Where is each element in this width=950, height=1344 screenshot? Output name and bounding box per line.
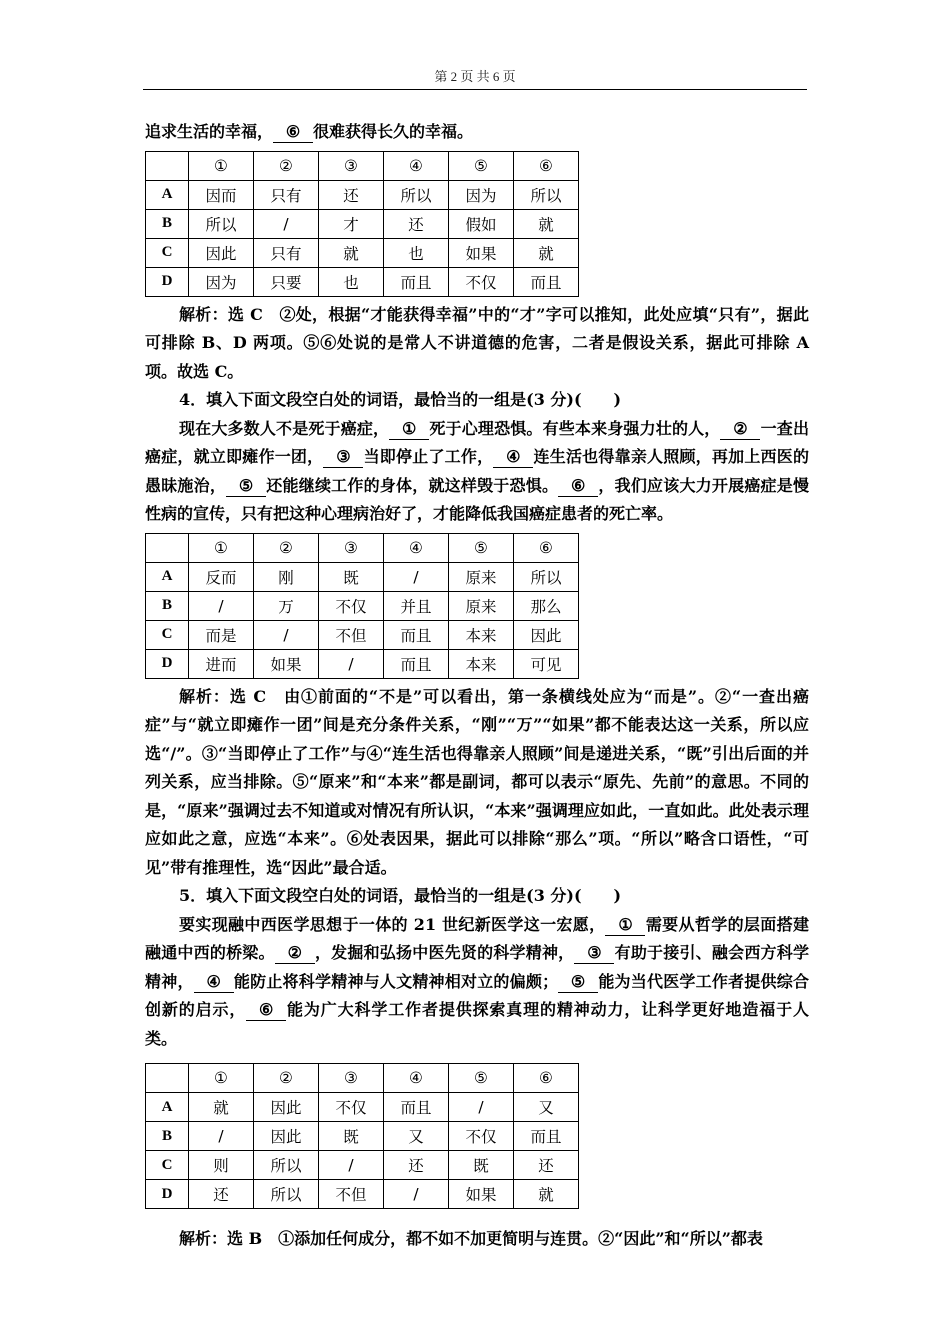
- option-letter-cell: C: [146, 620, 189, 649]
- intro-text-pre: 追求生活的幸福，: [145, 122, 274, 141]
- q5-blank-2: ②: [275, 943, 315, 964]
- option-letter-cell: A: [146, 562, 189, 591]
- table-cell: 如果: [449, 238, 514, 267]
- table-cell: 因此: [189, 238, 254, 267]
- option-letter-cell: B: [146, 209, 189, 238]
- option-letter-cell: B: [146, 591, 189, 620]
- table-header-cell: ②: [254, 533, 319, 562]
- q5-text: 要实现融中西医学思想于一体的 21 世纪新医学这一宏愿，: [179, 914, 606, 934]
- q4-blank-1: ①: [389, 419, 429, 440]
- table-cell: 本来: [449, 620, 514, 649]
- page-header: [143, 66, 807, 90]
- analysis-text: 选 B ①添加任何成分，都不如不加更简明与连贯。②“因此”和“所以”都表: [227, 1229, 763, 1248]
- table-cell: 只要: [254, 267, 319, 296]
- table-header-row: [146, 151, 579, 180]
- table-cell: 所以: [384, 180, 449, 209]
- q5-text: 能为广大科学工作者提供探索真理的精神动力，让科学更好地造福于人类。: [145, 1000, 809, 1048]
- table-cell: /: [384, 562, 449, 591]
- option-letter-cell: B: [146, 1122, 189, 1151]
- options-table-q5: [145, 1063, 579, 1209]
- table-row: [146, 649, 579, 678]
- q4-blank-4: ④: [493, 447, 533, 468]
- table-cell: 而且: [384, 649, 449, 678]
- table-header-cell: ⑤: [449, 1064, 514, 1093]
- q5-blank-4: ④: [194, 972, 234, 993]
- option-letter-cell: C: [146, 1151, 189, 1180]
- q4-blank-6: ⑥: [558, 476, 598, 497]
- table-cell: 进而: [189, 649, 254, 678]
- q4-text: 还能继续工作的身体，就这样毁于恐惧。: [266, 475, 559, 495]
- table-row: [146, 562, 579, 591]
- table-cell: 原来: [449, 591, 514, 620]
- table-cell: 又: [514, 1093, 579, 1122]
- table-cell: /: [189, 1122, 254, 1151]
- table-row: [146, 1122, 579, 1151]
- table-cell: 不但: [319, 620, 384, 649]
- q4-text: 死于心理恐惧。有些本来身强力壮的人，: [429, 418, 721, 438]
- option-letter-cell: A: [146, 1093, 189, 1122]
- table-cell: /: [189, 591, 254, 620]
- table-cell: 才: [319, 209, 384, 238]
- table-header-cell: ⑥: [514, 533, 579, 562]
- q5-title: 5．填入下面文段空白处的词语，最恰当的一组是(3 分)( ): [179, 886, 622, 905]
- table-cell: 还: [384, 1151, 449, 1180]
- table-cell: 所以: [254, 1151, 319, 1180]
- table-header-cell: ⑤: [449, 151, 514, 180]
- table-cell: 既: [449, 1151, 514, 1180]
- table-cell: 而且: [514, 267, 579, 296]
- table-cell: 也: [384, 238, 449, 267]
- q5-text: 能为当代医学工作者提供综合创新的启示，: [145, 971, 809, 1019]
- table-cell: 反而: [189, 562, 254, 591]
- table-cell: 而且: [384, 267, 449, 296]
- table-cell: 而且: [514, 1122, 579, 1151]
- analysis-text: 选 C 由①前面的“不是”可以看出，第一条横线处应为“而是”。②“一查出癌症”与“就立即瘫作一团”间是充分条件关系，“刚”“万”“如果”都不能表达这一关系，所以应选“/”。③“当即停止了工作”与④“连生活也得靠亲人照顾”间是递进关系，“既”引出后面的并列关系，应当排除。⑤“原来”和“本来”都是副词，都可以表示“原先、先前”的意思。不同的是，“原来”强调过去不知道或对情况有所认识，“本来”强调理应如此，一直如此。此处表示理应如此之意，应选“本来”。⑥处表因果，据此可以排除“那么”项。“所以”略含口语性，“可见”带有推理性，选“因此”最合适。: [145, 686, 809, 877]
- table-cell: 刚: [254, 562, 319, 591]
- option-letter-cell: D: [146, 267, 189, 296]
- table-row: [146, 267, 579, 296]
- analysis-text: 选 C ②处，根据“才能获得幸福”中的“才”字可以推知，此处应填“只有”，据此可排除 B、D 两项。⑤⑥处说的是常人不讲道德的危害，二者是假设关系，据此可排除 A 项。故选 C。: [145, 304, 809, 381]
- document-body: [145, 118, 809, 1254]
- table-row: [146, 1093, 579, 1122]
- table-cell: 而且: [384, 1093, 449, 1122]
- table-header-cell: ③: [319, 1064, 384, 1093]
- intro-paragraph: [145, 118, 809, 147]
- table-cell: 所以: [514, 180, 579, 209]
- table-row: [146, 1151, 579, 1180]
- analysis-q4: [145, 683, 809, 883]
- table-header-cell: ⑥: [514, 1064, 579, 1093]
- table-cell: 本来: [449, 649, 514, 678]
- q4-passage: [145, 415, 809, 529]
- table-cell: 还: [514, 1151, 579, 1180]
- table-corner-cell: [146, 1064, 189, 1093]
- q5-text: 有助于接引、融会西方科学精神，: [145, 943, 809, 991]
- table-header-cell: ①: [189, 151, 254, 180]
- table-cell: 就: [319, 238, 384, 267]
- table-cell: 可见: [514, 649, 579, 678]
- table-cell: 因为: [189, 267, 254, 296]
- q4-text: 连生活也得靠亲人照顾，再加上西医的愚昧施治，: [145, 447, 809, 495]
- table-cell: 所以: [254, 1180, 319, 1209]
- table-header-row: [146, 533, 579, 562]
- options-table-q3: [145, 151, 579, 297]
- q5-blank-1: ①: [605, 915, 645, 936]
- q5-text: 需要从哲学的层面搭建融通中西的桥梁。: [145, 914, 809, 962]
- table-cell: /: [319, 649, 384, 678]
- table-cell: 如果: [449, 1180, 514, 1209]
- table-header-cell: ④: [384, 151, 449, 180]
- table-cell: 因此: [514, 620, 579, 649]
- q5-text: ，发掘和弘扬中医先贤的科学精神，: [314, 943, 575, 962]
- table-cell: 不仅: [319, 1093, 384, 1122]
- analysis-label: 解析：: [179, 686, 230, 706]
- table-header-cell: ①: [189, 533, 254, 562]
- table-cell: 就: [514, 209, 579, 238]
- table-header-cell: ③: [319, 533, 384, 562]
- q4-blank-2: ②: [720, 419, 760, 440]
- table-cell: 因为: [449, 180, 514, 209]
- q4-blank-5: ⑤: [226, 476, 266, 497]
- option-letter-cell: D: [146, 649, 189, 678]
- table-cell: 既: [319, 562, 384, 591]
- option-letter-cell: D: [146, 1180, 189, 1209]
- table-cell: 并且: [384, 591, 449, 620]
- table-cell: 也: [319, 267, 384, 296]
- table-cell: 还: [384, 209, 449, 238]
- table-cell: 就: [189, 1093, 254, 1122]
- table-row: [146, 209, 579, 238]
- q4-title: 4．填入下面文段空白处的词语，最恰当的一组是(3 分)( ): [179, 390, 622, 409]
- analysis-q3: [145, 301, 809, 387]
- q5-blank-5: ⑤: [558, 972, 598, 993]
- table-cell: 不但: [319, 1180, 384, 1209]
- table-cell: 如果: [254, 649, 319, 678]
- table-cell: /: [254, 620, 319, 649]
- table-cell: 则: [189, 1151, 254, 1180]
- table-cell: 所以: [514, 562, 579, 591]
- table-cell: /: [319, 1151, 384, 1180]
- table-row: [146, 620, 579, 649]
- table-cell: 万: [254, 591, 319, 620]
- q4-text: 现在大多数人不是死于癌症，: [179, 418, 390, 438]
- table-cell: 那么: [514, 591, 579, 620]
- table-header-row: [146, 1064, 579, 1093]
- table-cell: 不仅: [319, 591, 384, 620]
- table-header-cell: ⑥: [514, 151, 579, 180]
- table-header-cell: ⑤: [449, 533, 514, 562]
- table-header-cell: ②: [254, 1064, 319, 1093]
- table-header-cell: ④: [384, 1064, 449, 1093]
- table-corner-cell: [146, 151, 189, 180]
- table-cell: /: [384, 1180, 449, 1209]
- table-cell: 因此: [254, 1122, 319, 1151]
- table-header-cell: ①: [189, 1064, 254, 1093]
- analysis-q5: [145, 1225, 809, 1254]
- table-cell: 因此: [254, 1093, 319, 1122]
- table-cell: 既: [319, 1122, 384, 1151]
- q4-text: ，我们应该大力开展癌症是慢性病的宣传，只有把这种心理病治好了，才能降低我国癌症患者的死亡率。: [145, 475, 809, 523]
- table-cell: 不仅: [449, 267, 514, 296]
- analysis-label: 解析：: [179, 304, 228, 324]
- table-header-cell: ④: [384, 533, 449, 562]
- table-header-cell: ③: [319, 151, 384, 180]
- table-cell: 而且: [384, 620, 449, 649]
- table-corner-cell: [146, 533, 189, 562]
- table-cell: 就: [514, 1180, 579, 1209]
- table-row: [146, 180, 579, 209]
- table-cell: 因而: [189, 180, 254, 209]
- option-letter-cell: A: [146, 180, 189, 209]
- table-row: [146, 591, 579, 620]
- table-cell: 还: [319, 180, 384, 209]
- table-row: [146, 238, 579, 267]
- options-table-q4: [145, 533, 579, 679]
- table-cell: 而是: [189, 620, 254, 649]
- table-cell: 原来: [449, 562, 514, 591]
- table-cell: /: [449, 1093, 514, 1122]
- q4-text: 当即停止了工作，: [363, 447, 494, 466]
- q5-blank-3: ③: [574, 943, 614, 964]
- table-cell: 只有: [254, 238, 319, 267]
- q5-text: 能防止将科学精神与人文精神相对立的偏颇；: [233, 971, 559, 991]
- analysis-label: 解析：: [179, 1229, 228, 1248]
- table-header-cell: ②: [254, 151, 319, 180]
- table-cell: 还: [189, 1180, 254, 1209]
- page-number-label: 第 2 页 共 6 页: [434, 69, 516, 84]
- blank-6: ⑥: [273, 122, 313, 143]
- q5-passage: [145, 911, 809, 1054]
- q5-blank-6: ⑥: [246, 1000, 286, 1021]
- table-row: [146, 1180, 579, 1209]
- table-cell: 假如: [449, 209, 514, 238]
- table-cell: /: [254, 209, 319, 238]
- q4-text: 一查出癌症，就立即瘫作一团，: [145, 418, 809, 466]
- intro-text-post: 很难获得长久的幸福。: [313, 122, 474, 141]
- table-cell: 只有: [254, 180, 319, 209]
- q4-blank-3: ③: [323, 447, 363, 468]
- table-cell: 不仅: [449, 1122, 514, 1151]
- table-cell: 又: [384, 1122, 449, 1151]
- option-letter-cell: C: [146, 238, 189, 267]
- table-cell: 就: [514, 238, 579, 267]
- table-cell: 所以: [189, 209, 254, 238]
